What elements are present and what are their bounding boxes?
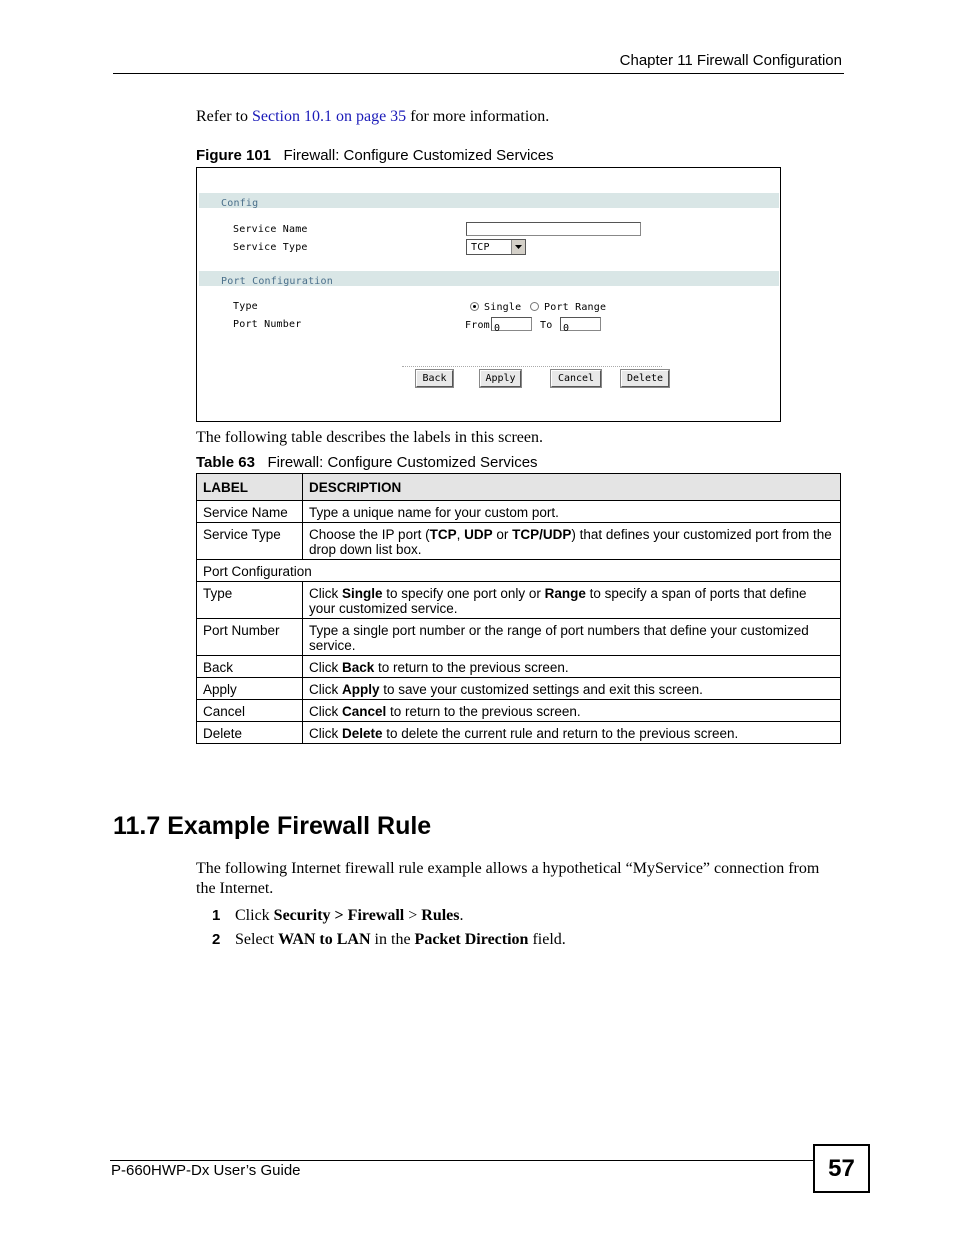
- port-section-bar: [199, 271, 779, 286]
- row-description: Type a single port number or the range of port numbers that define your customized service.: [303, 619, 841, 656]
- to-port-input[interactable]: 0: [560, 317, 601, 331]
- chevron-down-icon[interactable]: [511, 240, 525, 254]
- step-text: Click Security > Firewall > Rules.: [235, 907, 464, 924]
- row-description: Click Back to return to the previous screen.: [303, 656, 841, 678]
- port-number-label: Port Number: [233, 319, 302, 330]
- port-range-radio-label: Port Range: [544, 302, 607, 313]
- table-header-row: [197, 474, 841, 501]
- table-row: [197, 501, 841, 523]
- back-button[interactable]: Back: [416, 370, 453, 387]
- service-type-select[interactable]: [466, 239, 526, 255]
- row-description: Click Delete to delete the current rule and return to the previous screen.: [303, 722, 841, 744]
- row-label: Service Name: [197, 501, 303, 523]
- header-label: LABEL: [197, 474, 303, 501]
- table-row: [197, 523, 841, 560]
- row-label: Port Number: [197, 619, 303, 656]
- row-label: Service Type: [197, 523, 303, 560]
- service-name-input[interactable]: [466, 222, 641, 236]
- table-label: Table 63: [196, 454, 255, 471]
- table-row: [197, 656, 841, 678]
- to-label: To: [540, 320, 553, 331]
- row-label: Cancel: [197, 700, 303, 722]
- row-label: Apply: [197, 678, 303, 700]
- chapter-header: Chapter 11 Firewall Configuration: [619, 52, 842, 69]
- table-caption: [196, 454, 538, 471]
- service-type-value: TCP: [471, 242, 490, 253]
- table-row: [197, 700, 841, 722]
- single-radio[interactable]: [470, 302, 479, 311]
- type-label: Type: [233, 301, 258, 312]
- figure-screenshot: [196, 167, 781, 422]
- step-text: Select WAN to LAN in the Packet Direction field.: [235, 931, 566, 948]
- page-number: 57: [813, 1144, 870, 1193]
- port-range-radio[interactable]: [530, 302, 539, 311]
- row-description: Click Apply to save your customized settings and exit this screen.: [303, 678, 841, 700]
- footer-guide-title: P-660HWP-Dx User’s Guide: [111, 1162, 301, 1179]
- section-link[interactable]: Section 10.1 on page 35: [251, 108, 407, 125]
- from-label: From: [465, 320, 490, 331]
- header-description: DESCRIPTION: [303, 474, 841, 501]
- apply-button[interactable]: Apply: [480, 370, 521, 387]
- row-description: Click Cancel to return to the previous screen.: [303, 700, 841, 722]
- single-radio-label: Single: [484, 302, 522, 313]
- row-label: Back: [197, 656, 303, 678]
- figure-caption: [196, 147, 554, 164]
- step-2: [212, 931, 566, 949]
- intro-suffix: for more information.: [406, 108, 550, 125]
- delete-button[interactable]: Delete: [621, 370, 669, 387]
- table-section-row: [197, 560, 841, 582]
- label-description-table: [196, 473, 841, 744]
- table-row: [197, 678, 841, 700]
- row-description: Click Single to specify one port only or Range to specify a span of ports that define your customized service.: [303, 582, 841, 619]
- button-divider: [402, 366, 662, 367]
- step-1: [212, 907, 464, 925]
- row-description: Choose the IP port (TCP, UDP or TCP/UDP) that defines your customized port from the drop down list box.: [303, 523, 841, 560]
- table-row: [197, 582, 841, 619]
- header-rule: [113, 73, 844, 74]
- section-heading: 11.7 Example Firewall Rule: [113, 812, 432, 840]
- intro-prefix: Refer to: [196, 108, 252, 125]
- cancel-button[interactable]: Cancel: [551, 370, 601, 387]
- section-paragraph: The following Internet firewall rule example allows a hypothetical “MyService” connection from the Internet.: [196, 860, 820, 897]
- port-section-title: Port Configuration: [221, 276, 333, 287]
- table-intro: The following table describes the labels in this screen.: [196, 429, 544, 446]
- service-type-label: Service Type: [233, 242, 308, 253]
- step-number: 1: [212, 907, 221, 924]
- figure-title: Firewall: Configure Customized Services: [283, 147, 554, 164]
- step-number: 2: [212, 931, 221, 948]
- service-name-label: Service Name: [233, 224, 308, 235]
- figure-label: Figure 101: [196, 147, 272, 164]
- row-description: Type a unique name for your custom port.: [303, 501, 841, 523]
- config-section-bar: [199, 193, 779, 208]
- table-row: [197, 619, 841, 656]
- row-section-label: Port Configuration: [197, 560, 841, 582]
- config-section-title: Config: [221, 198, 259, 209]
- table-row: [197, 722, 841, 744]
- row-label: Type: [197, 582, 303, 619]
- row-label: Delete: [197, 722, 303, 744]
- footer-rule: [110, 1160, 815, 1161]
- from-port-input[interactable]: 0: [491, 317, 532, 331]
- intro-paragraph: [196, 107, 549, 127]
- table-title: Firewall: Configure Customized Services: [267, 454, 538, 471]
